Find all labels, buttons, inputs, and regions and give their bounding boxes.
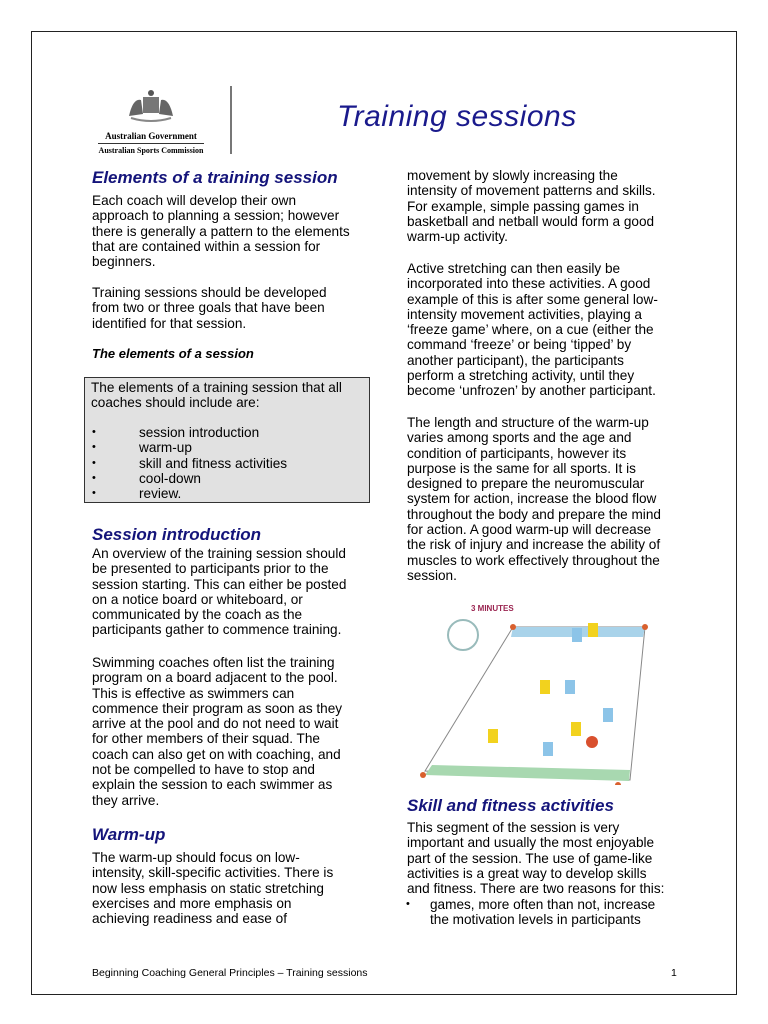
list-item: • warm-up (89, 440, 287, 455)
freeze-game-illustration (405, 595, 680, 785)
warm-up-illustration (405, 595, 680, 785)
list-item: • cool-down (89, 471, 287, 486)
paragraph: movement by slowly increasing the intensity of movement patterns and skills. For example, simple passing games in basketball and netball would form a good warm-up activity. (407, 168, 656, 245)
list-item: • skill and fitness activities (89, 456, 287, 471)
heading-elements: Elements of a training session (92, 168, 338, 187)
box-intro: The elements of a training session that all coaches should include are: (91, 380, 342, 411)
logo-line-2: Australian Sports Commission (98, 146, 204, 155)
footer-text: Beginning Coaching General Principles – Training sessions (92, 967, 368, 979)
logo-line-1: Australian Government (105, 131, 197, 141)
header-divider (230, 86, 232, 154)
paragraph: Training sessions should be developed from two or three goals that have been identified for that session. (92, 285, 327, 331)
list-item: • review. (89, 486, 287, 501)
paragraph: This segment of the session is very important and usually the most enjoyable part of the session. The use of game-like activities is a great way to develop skills and fitness. There are two reasons for this: (407, 820, 665, 897)
subheading-elements-of-session: The elements of a session (92, 346, 254, 361)
list-item: • session introduction (89, 425, 287, 440)
paragraph: Active stretching can then easily be incorporated into these activities. A good example of this is after some general low- intensity movement activities, playing a ‘freeze game’ where, on a cue (either the command ‘freeze’ or being ‘tipped’ by another participant), the participants perform a stretching activity, until they become ‘unfrozen’ by another participant. (407, 261, 658, 399)
heading-warm-up: Warm-up (92, 825, 166, 844)
paragraph: Swimming coaches often list the training program on a board adjacent to the pool. This is effective as swimmers can commence their program as soon as they arrive at the pool and do not need to wait for other members of their squad. The coach can also get on with coaching, and not be compelled to have to stop and explain the session to each swimmer as they arrive. (92, 655, 343, 808)
list-item: • games, more often than not, increase the motivation levels in participants (403, 897, 655, 928)
illustration-caption: 3 MINUTES (471, 604, 514, 613)
paragraph: Each coach will develop their own approach to planning a session; however there is generally a pattern to the elements that are contained within a session for beginners. (92, 193, 350, 270)
elements-box (84, 377, 370, 503)
page-number: 1 (671, 967, 677, 979)
paragraph: The length and structure of the warm-up varies among sports and the age and condition of participants, however its purpose is the same for all sports. It is designed to prepare the neuromuscular system for action, increase the blood flow throughout the body and prepare the mind for action. A good warm-up will decrease the risk of injury and increase the ability of muscles to work effectively throughout the session. (407, 415, 661, 583)
heading-session-introduction: Session introduction (92, 525, 262, 544)
heading-skill-fitness: Skill and fitness activities (407, 796, 614, 815)
paragraph: The warm-up should focus on low- intensity, skill-specific activities. There is now less emphasis on static stretching exercises and more emphasis on achieving readiness and ease of (92, 850, 334, 927)
coat-of-arms-icon (121, 88, 181, 124)
paragraph: An overview of the training session should be presented to participants prior to the session starting. This can either be posted on a notice board or whiteboard, or communicated by the coach as the participants gather to commence training. (92, 546, 347, 638)
australian-government-logo (92, 88, 210, 155)
page-title: Training sessions (337, 100, 577, 133)
